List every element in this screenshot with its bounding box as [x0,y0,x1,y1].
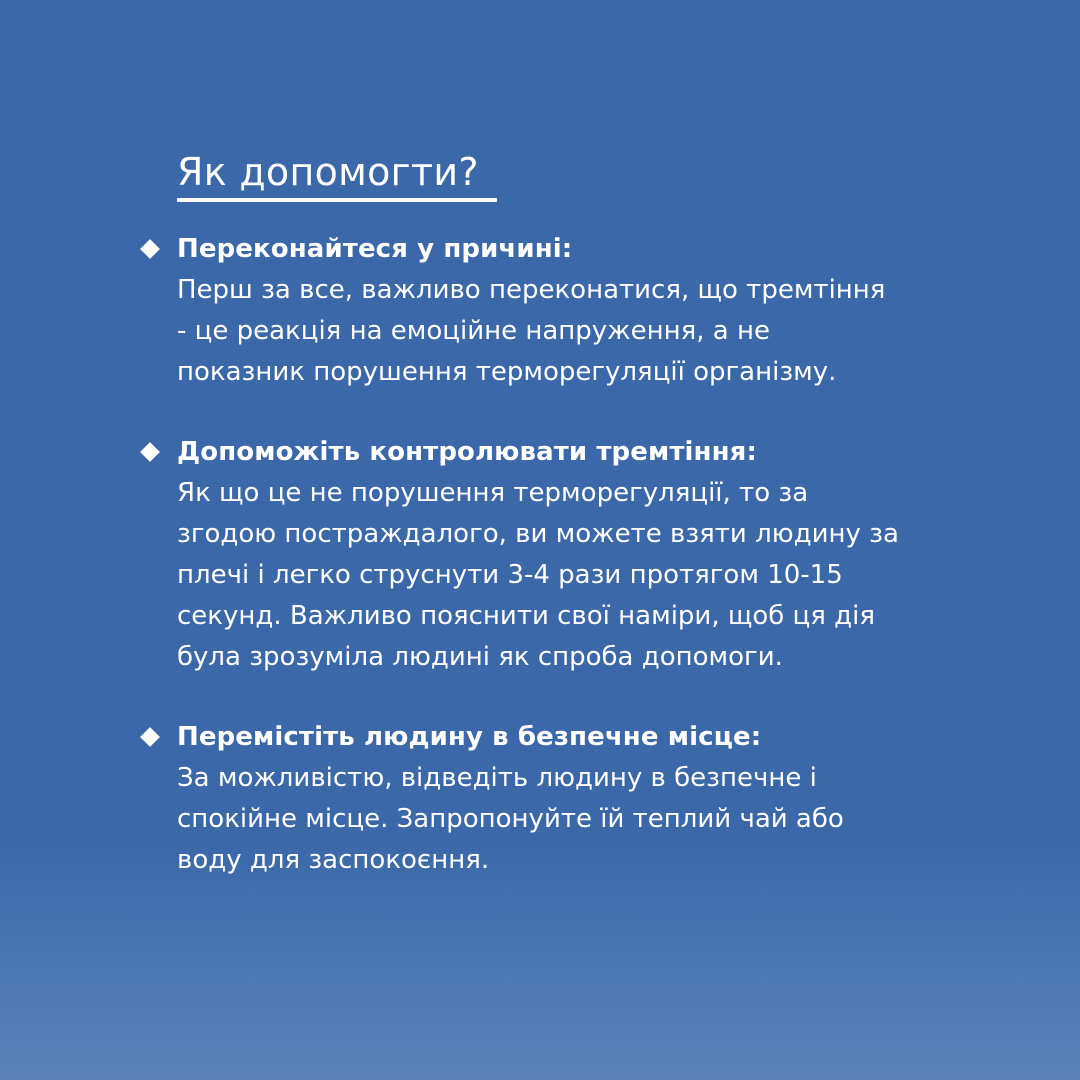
item-heading: Допоможіть контролювати тремтіння: [177,437,757,467]
item-body [177,270,960,393]
diamond-bullet-icon [140,727,160,747]
diamond-bullet-icon [140,442,160,462]
body-line: спокійне місце. Запропонуйте їй теплий чай або [177,804,844,834]
list-item [140,432,960,678]
diamond-bullet-icon [140,239,160,259]
body-line: Перш за все, важливо переконатися, що тремтіння [177,275,886,305]
item-body [177,473,960,678]
body-line: була зрозуміла людині як спроба допомоги. [177,642,783,672]
tips-list [140,229,960,881]
item-heading: Перемістіть людину в безпечне місце: [177,722,762,752]
list-item [140,229,960,393]
page-title: Як допомогти? [177,150,479,194]
body-line: Як що це не порушення терморегуляції, то за [177,478,809,508]
body-line: згодою постраждалого, ви можете взяти людину за [177,519,899,549]
body-line: показник порушення терморегуляції організму. [177,357,837,387]
item-body [177,758,960,881]
title-underline [177,198,497,202]
title-block [177,146,497,202]
body-line: - це реакція на емоційне напруження, а не [177,316,770,346]
body-line: секунд. Важливо пояснити свої наміри, щоб ця дія [177,601,875,631]
body-line: плечі і легко струснути 3-4 рази протягом 10-15 [177,560,843,590]
body-line: воду для заспокоєння. [177,845,490,875]
body-line: За можливістю, відведіть людину в безпечне і [177,763,817,793]
list-item [140,717,960,881]
item-heading: Переконайтеся у причині: [177,234,573,264]
